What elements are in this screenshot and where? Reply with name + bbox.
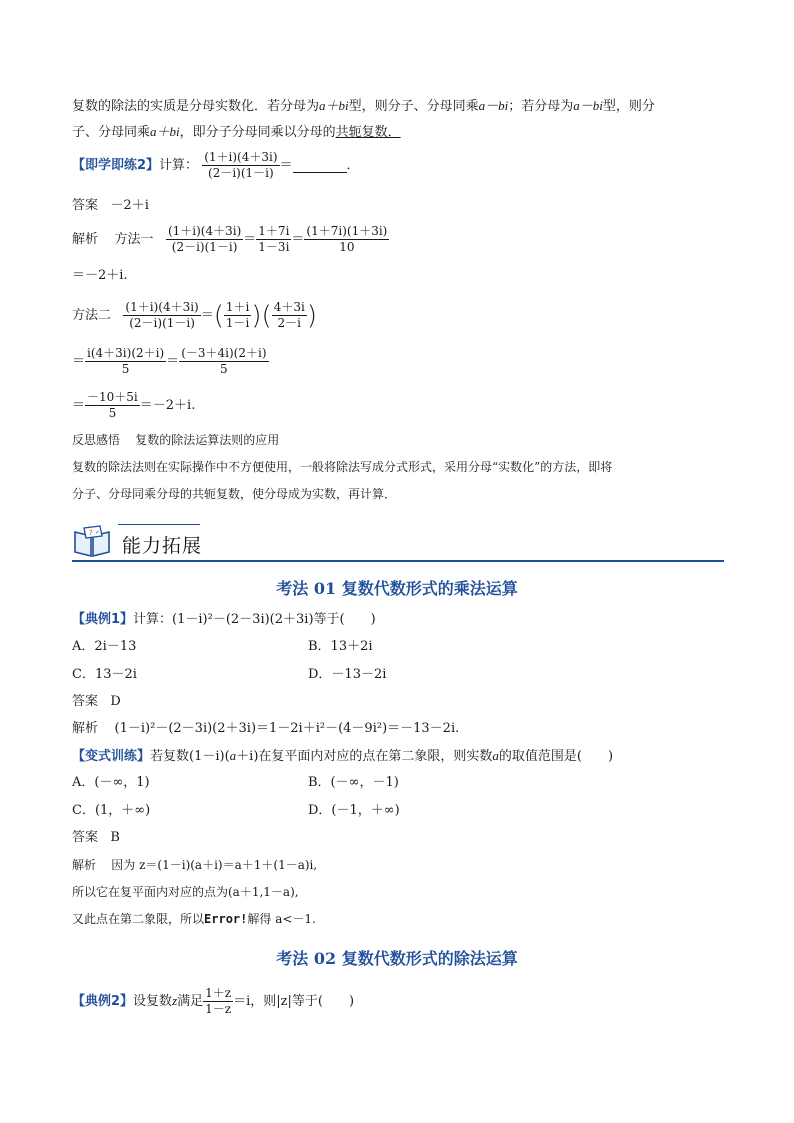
example-1-question: 【典例1】计算：(1－i)²－(2－3i)(2＋3i)等于( ) bbox=[72, 612, 376, 627]
example-1-answer: 答案 D bbox=[72, 694, 121, 709]
fraction: $\frac{(1+7i)(1+3i)}{10}$ bbox=[306, 224, 388, 254]
fraction: $\frac{1+z}{1-z}$ bbox=[205, 986, 232, 1016]
kaofa-1-title: 考法 01 复数代数形式的乘法运算 bbox=[276, 579, 518, 598]
option-c: C．13－2i bbox=[72, 667, 137, 682]
fraction: $\frac{-10+5i}{5}$ bbox=[87, 390, 138, 420]
fraction: $\frac{(1+i)(4+3i)}{(2-i)(1-i)}$ bbox=[204, 150, 278, 180]
svg-text:?: ? bbox=[89, 529, 93, 537]
variant-option-b: B．(－∞，－1) bbox=[308, 775, 399, 790]
method-2-step-2: ＝ $\frac{i(4+3i)(2+i)}{5}$ ＝ $\frac{(-3+4i)(2+i)}{5}$ bbox=[72, 346, 267, 376]
intro-line-2: 子、分母同乘a＋bi，即分子分母同乘以分母的共轭复数． bbox=[72, 124, 401, 140]
svg-text:✓: ✓ bbox=[95, 529, 101, 536]
variant-solution-1: 解析 因为 z＝(1－i)(a＋i)＝a＋1＋(1－a)i, bbox=[72, 858, 318, 872]
method-2-line: 方法二 $\frac{(1+i)(4+3i)}{(2-i)(1-i)}$ ＝( $\frac{1+i}{1-i}$ )( $\frac{4+3i}{2-i}$ ) bbox=[72, 300, 317, 331]
option-d: D．－13－2i bbox=[308, 667, 387, 682]
fraction: $\frac{i(4+3i)(2+i)}{5}$ bbox=[87, 346, 165, 376]
reflect-line-2: 分子、分母同乘分母的共轭复数，使分母成为实数，再计算． bbox=[72, 487, 397, 501]
variant-question: 【变式训练】若复数(1－i)(a＋i)在复平面内对应的点在第二象限，则实数a的取值范围是( ) bbox=[72, 748, 614, 764]
method-1-result: ＝－2＋i. bbox=[72, 268, 128, 283]
option-b: B．13＋2i bbox=[308, 639, 373, 654]
variant-option-a: A．(－∞，1) bbox=[72, 775, 150, 790]
variant-solution-3: 又此点在第二象限，所以Error!解得 a<－1. bbox=[72, 912, 316, 926]
book-icon bbox=[72, 524, 112, 558]
answer-line: 答案 －2＋i bbox=[72, 198, 149, 213]
variant-solution-2: 所以它在复平面内对应的点为(a＋1,1－a), bbox=[72, 885, 299, 899]
section-title: 能力拓展 bbox=[122, 535, 203, 557]
reflect-line-1: 复数的除法法则在实际操作中不方便使用，一般将除法写成分式形式，采用分母“实数化”的方法，即将 bbox=[72, 460, 613, 474]
kaofa-2-title: 考法 02 复数代数形式的除法运算 bbox=[276, 949, 518, 968]
answer-blank bbox=[293, 159, 347, 173]
intro-line-1: 复数的除法的实质是分母实数化．若分母为a＋bi型，则分子、分母同乘a－bi；若分母为a－bi型，则分 bbox=[72, 98, 655, 114]
practice-tag: 【即学即练2】 bbox=[72, 158, 160, 173]
conjugate-term: 共轭复数． bbox=[335, 125, 401, 140]
fraction: $\frac{(1+i)(4+3i)}{(2-i)(1-i)}$ bbox=[167, 224, 242, 254]
section-heading bbox=[72, 520, 724, 564]
fraction: $\frac{(-3+4i)(2+i)}{5}$ bbox=[181, 346, 267, 376]
variant-option-d: D．(－1，＋∞) bbox=[308, 803, 400, 818]
example-1-solution: 解析 (1－i)²－(2－3i)(2＋3i)＝1－2i＋i²－(4－9i²)＝－13－2i. bbox=[72, 721, 460, 736]
fraction: $\frac{(1+i)(4+3i)}{(2-i)(1-i)}$ bbox=[125, 300, 199, 330]
variant-answer: 答案 B bbox=[72, 830, 120, 845]
option-a: A．2i－13 bbox=[72, 639, 137, 654]
practice-2-question: 【即学即练2】计算： $\frac{(1+i)(4+3i)}{(2-i)(1-i)}$ ＝ ． bbox=[72, 150, 360, 180]
example-2-question: 【典例2】设复数z满足 $\frac{1+z}{1-z}$ ＝i，则|z|等于( ) bbox=[72, 986, 355, 1016]
fraction: $\frac{1+i}{1-i}$ bbox=[225, 300, 250, 330]
method-2-step-3: ＝ $\frac{-10+5i}{5}$ ＝－2＋i. bbox=[72, 390, 196, 420]
method-1-line: 解析 方法一 $\frac{(1+i)(4+3i)}{(2-i)(1-i)}$ ＝ $\frac{1+7i}{1-3i}$ ＝ $\frac{(1+7i)(1+3i)}{10}$ bbox=[72, 224, 388, 254]
fraction: $\frac{1+7i}{1-3i}$ bbox=[258, 224, 290, 254]
fraction: $\frac{4+3i}{2-i}$ bbox=[273, 300, 305, 330]
variant-option-c: C．(1，＋∞) bbox=[72, 803, 151, 818]
reflect-heading: 反思感悟 复数的除法运算法则的应用 bbox=[72, 433, 280, 447]
